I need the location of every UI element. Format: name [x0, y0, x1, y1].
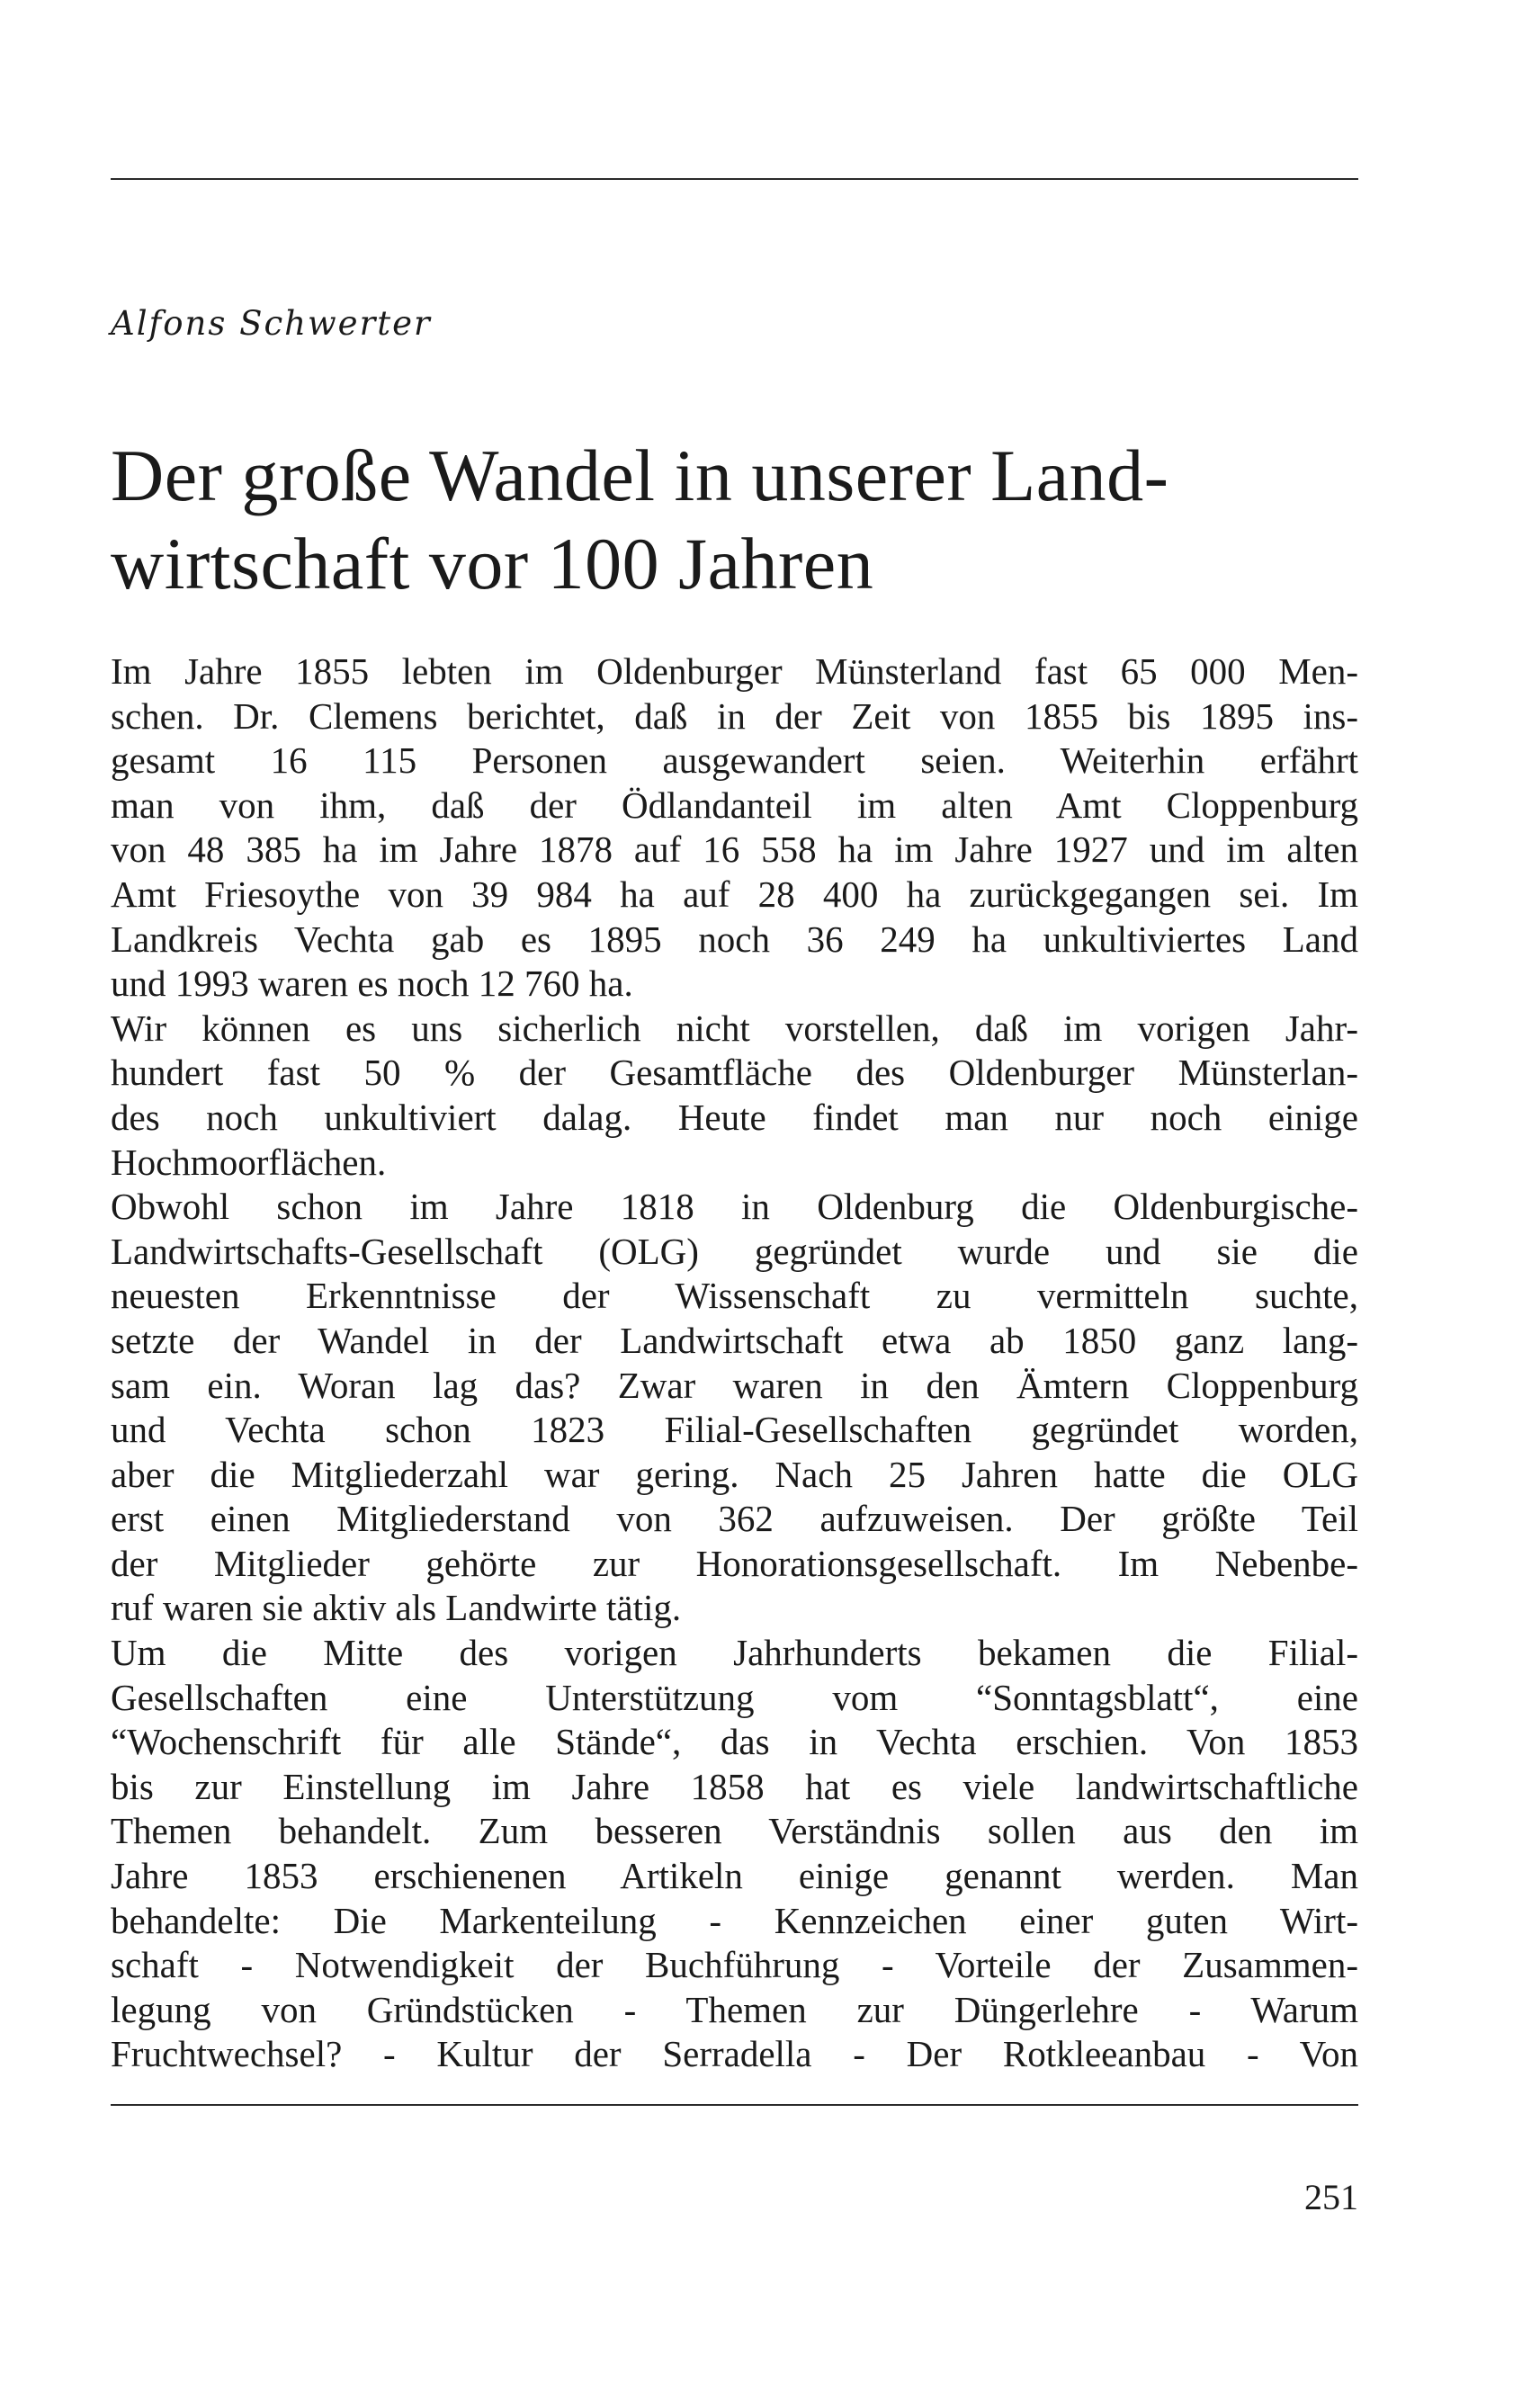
body-line: Wir können es uns sicherlich nicht vorstellen, daß im vorigen Jahr-	[111, 1007, 1358, 1049]
body-line: bis zur Einstellung im Jahre 1858 hat es viele landwirtschaftliche	[111, 1765, 1358, 1807]
body-line: Im Jahre 1855 lebten im Oldenburger Münsterland fast 65 000 Men-	[111, 650, 1358, 692]
body-line: schen. Dr. Clemens berichtet, daß in der Zeit von 1855 bis 1895 ins-	[111, 694, 1358, 737]
body-line: setzte der Wandel in der Landwirtschaft etwa ab 1850 ganz lang-	[111, 1319, 1358, 1361]
body-line: Themen behandelt. Zum besseren Verständnis sollen aus den im	[111, 1810, 1358, 1852]
page-number: 251	[1304, 2177, 1358, 2217]
body-line: neuesten Erkenntnisse der Wissenschaft zu vermitteln suchte,	[111, 1275, 1358, 1317]
body-line: Landwirtschafts-Gesellschaft (OLG) gegründet wurde und sie die	[111, 1230, 1358, 1272]
body-line: man von ihm, daß der Ödlandanteil im alten Amt Cloppenburg	[111, 784, 1358, 826]
body-line: legung von Gründstücken - Themen zur Düngerlehre - Warum	[111, 1988, 1358, 2030]
body-line: schaft - Notwendigkeit der Buchführung - Vorteile der Zusammen-	[111, 1944, 1358, 1986]
body-line: Hochmoorflächen.	[111, 1141, 387, 1183]
top-rule	[111, 178, 1358, 180]
bottom-rule	[111, 2104, 1358, 2106]
body-line: des noch unkultiviert dalag. Heute findet man nur noch einige	[111, 1096, 1358, 1138]
body-line: Jahre 1853 erschienenen Artikeln einige genannt werden. Man	[111, 1855, 1358, 1897]
body-line: und Vechta schon 1823 Filial-Gesellschaften gegründet worden,	[111, 1409, 1358, 1451]
body-line: Gesellschaften eine Unterstützung vom “Sonntagsblatt“, eine	[111, 1676, 1358, 1718]
body-line: Landkreis Vechta gab es 1895 noch 36 249 ha unkultiviertes Land	[111, 918, 1358, 960]
body-line: behandelte: Die Markenteilung - Kennzeichen einer guten Wirt-	[111, 1899, 1358, 1941]
body-line: aber die Mitgliederzahl war gering. Nach 25 Jahren hatte die OLG	[111, 1453, 1358, 1495]
body-line: “Wochenschrift für alle Stände“, das in Vechta erschien. Von 1853	[111, 1721, 1358, 1763]
body-line: ruf waren sie aktiv als Landwirte tätig.	[111, 1587, 682, 1629]
body-line: Obwohl schon im Jahre 1818 in Oldenburg die Oldenburgische-	[111, 1186, 1358, 1228]
body-line: gesamt 16 115 Personen ausgewandert seien. Weiterhin erfährt	[111, 739, 1358, 782]
body-line: Fruchtwechsel? - Kultur der Serradella - Der Rotkleeanbau - Von	[111, 2033, 1358, 2075]
body-line: erst einen Mitgliederstand von 362 aufzuweisen. Der größte Teil	[111, 1498, 1358, 1540]
title-line: wirtschaft vor 100 Jahren	[111, 523, 874, 604]
body-line: und 1993 waren es noch 12 760 ha.	[111, 963, 633, 1005]
article-title	[111, 432, 1370, 608]
article-body	[111, 649, 1358, 2077]
body-line: sam ein. Woran lag das? Zwar waren in den Ämtern Cloppenburg	[111, 1364, 1358, 1406]
body-line: der Mitglieder gehörte zur Honorationsgesellschaft. Im Nebenbe-	[111, 1542, 1358, 1584]
body-line: Amt Friesoythe von 39 984 ha auf 28 400 ha zurückgegangen sei. Im	[111, 873, 1358, 915]
body-line: Um die Mitte des vorigen Jahrhunderts bekamen die Filial-	[111, 1632, 1358, 1674]
body-line: hundert fast 50 % der Gesamtfläche des Oldenburger Münsterlan-	[111, 1052, 1358, 1094]
author-name: Alfons Schwerter	[111, 304, 432, 343]
title-line: Der große Wandel in unserer Land-	[111, 434, 1169, 516]
body-line: von 48 385 ha im Jahre 1878 auf 16 558 ha im Jahre 1927 und im alten	[111, 828, 1358, 871]
